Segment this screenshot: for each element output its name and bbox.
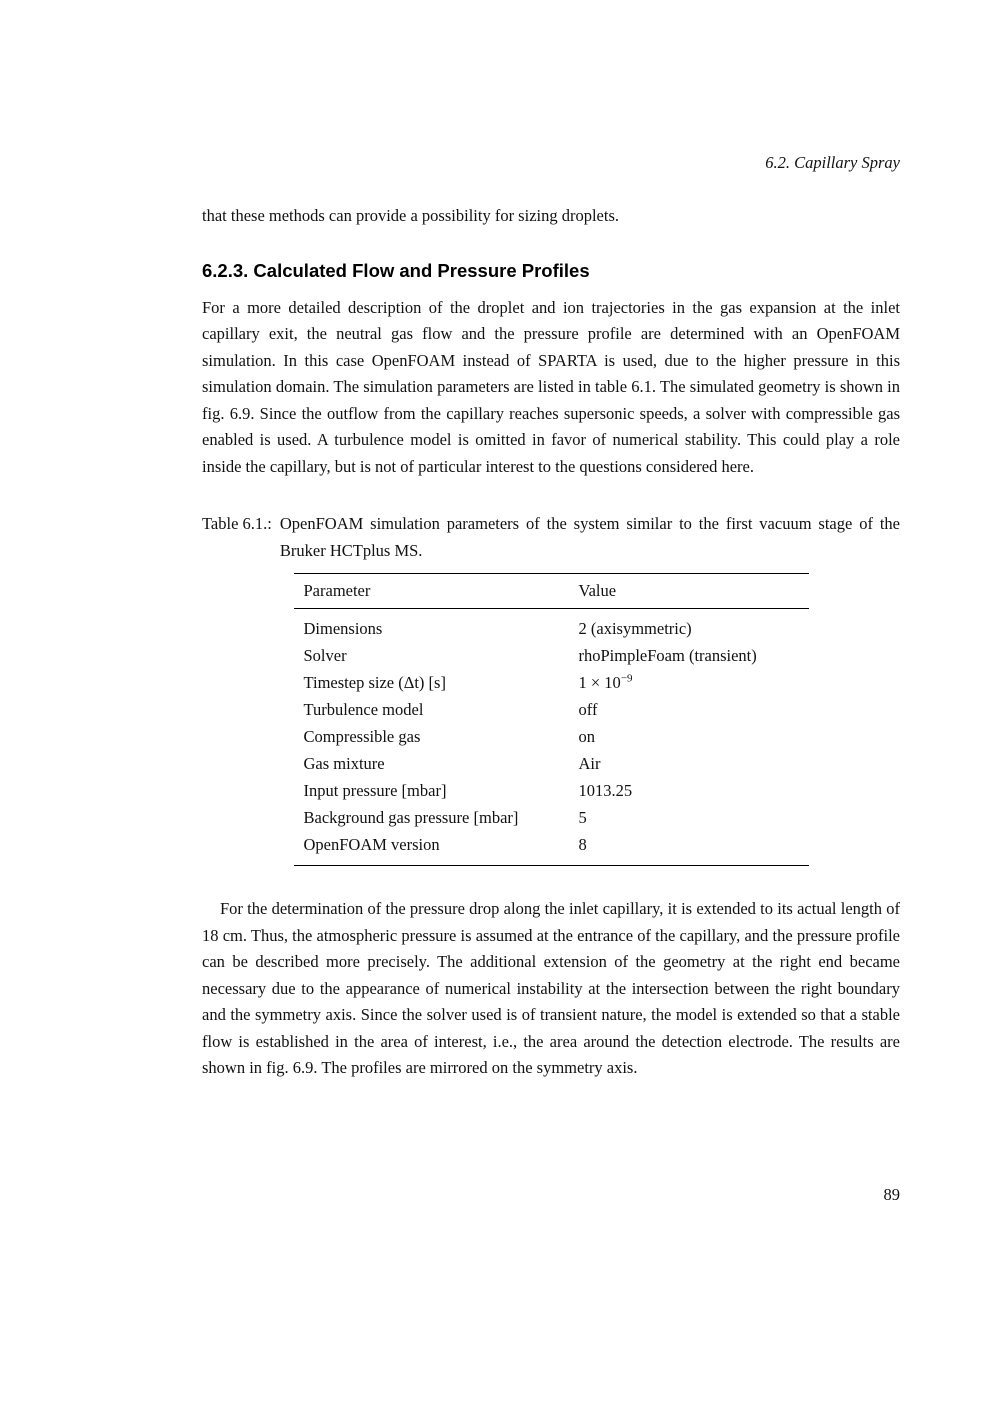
table-caption-label: Table 6.1.:	[202, 514, 272, 533]
param-cell: Gas mixture	[303, 754, 385, 773]
value-cell: on	[578, 727, 595, 746]
table-caption	[202, 511, 900, 564]
parameters-table	[294, 573, 809, 866]
table-row	[294, 751, 809, 778]
col-header-parameter: Parameter	[294, 574, 569, 609]
table-caption-text: OpenFOAM simulation parameters of the system similar to the first vacuum stage of the Bruker HCTplus MS.	[279, 514, 900, 560]
table-row	[294, 805, 809, 832]
value-cell: off	[578, 700, 598, 719]
paragraph-2: For the determination of the pressure drop along the inlet capillary, it is extended to its actual length of 18 cm. Thus, the atmospheric pressure is assumed at the entrance of the capillary, and the pressure profile can be described more precisely. The additional extension of the geometry at the right end became necessary due to the appearance of numerical instability at the intersection between the right boundary and the symmetry axis. Since the solver used is of transient nature, the model is extended so that a stable flow is established in the area of interest, i.e., the area around the detection electrode. The results are shown in fig. 6.9. The profiles are mirrored on the symmetry axis.	[202, 899, 900, 1077]
param-cell: Dimensions	[303, 619, 383, 638]
timestep-value-exponent: −9	[620, 672, 633, 685]
text-column	[202, 0, 900, 1082]
param-cell: Compressible gas	[303, 727, 421, 746]
param-cell: Input pressure [mbar]	[303, 781, 447, 800]
param-cell: Turbulence model	[303, 700, 424, 719]
col-header-value: Value	[569, 574, 809, 609]
value-cell: 1013.25	[578, 781, 633, 800]
timestep-value-base: 1 × 10	[578, 673, 621, 692]
table-row	[294, 670, 809, 697]
intro-paragraph: that these methods can provide a possibility for sizing droplets.	[202, 206, 620, 225]
table-row	[294, 643, 809, 670]
value-cell: rhoPimpleFoam (transient)	[578, 646, 757, 665]
paragraph-1: For a more detailed description of the droplet and ion trajectories in the gas expansion at the inlet capillary exit, the neutral gas flow and the pressure profile are determined with an OpenFOAM simulation. In this case OpenFOAM instead of SPARTA is used, due to the higher pressure in this simulation domain. The simulation parameters are listed in table 6.1. The simulated geometry is shown in fig. 6.9. Since the outflow from the capillary reaches supersonic speeds, a solver with compressible gas enabled is used. A turbulence model is omitted in favor of numerical stability. This could play a role inside the capillary, but is not of particular interest to the questions considered here.	[202, 297, 900, 476]
value-cell: 2 (axisymmetric)	[578, 619, 692, 638]
table-row	[294, 724, 809, 751]
table-header-row	[294, 574, 809, 609]
param-cell: Solver	[303, 646, 347, 665]
section-heading: 6.2.3. Calculated Flow and Pressure Profiles	[202, 259, 590, 281]
value-cell: 8	[578, 835, 587, 854]
table-row	[294, 832, 809, 866]
table-row	[294, 778, 809, 805]
param-cell: Background gas pressure [mbar]	[303, 808, 519, 827]
param-cell: Timestep size (Δt) [s]	[303, 673, 446, 692]
running-header: 6.2. Capillary Spray	[765, 153, 900, 172]
value-cell: Air	[578, 754, 601, 773]
table-row	[294, 609, 809, 643]
table-6-1-block	[202, 511, 900, 866]
value-cell: 5	[578, 808, 587, 827]
param-cell: OpenFOAM version	[303, 835, 440, 854]
table-row	[294, 697, 809, 724]
value-cell	[569, 670, 809, 697]
page-number: 89	[883, 1185, 900, 1204]
